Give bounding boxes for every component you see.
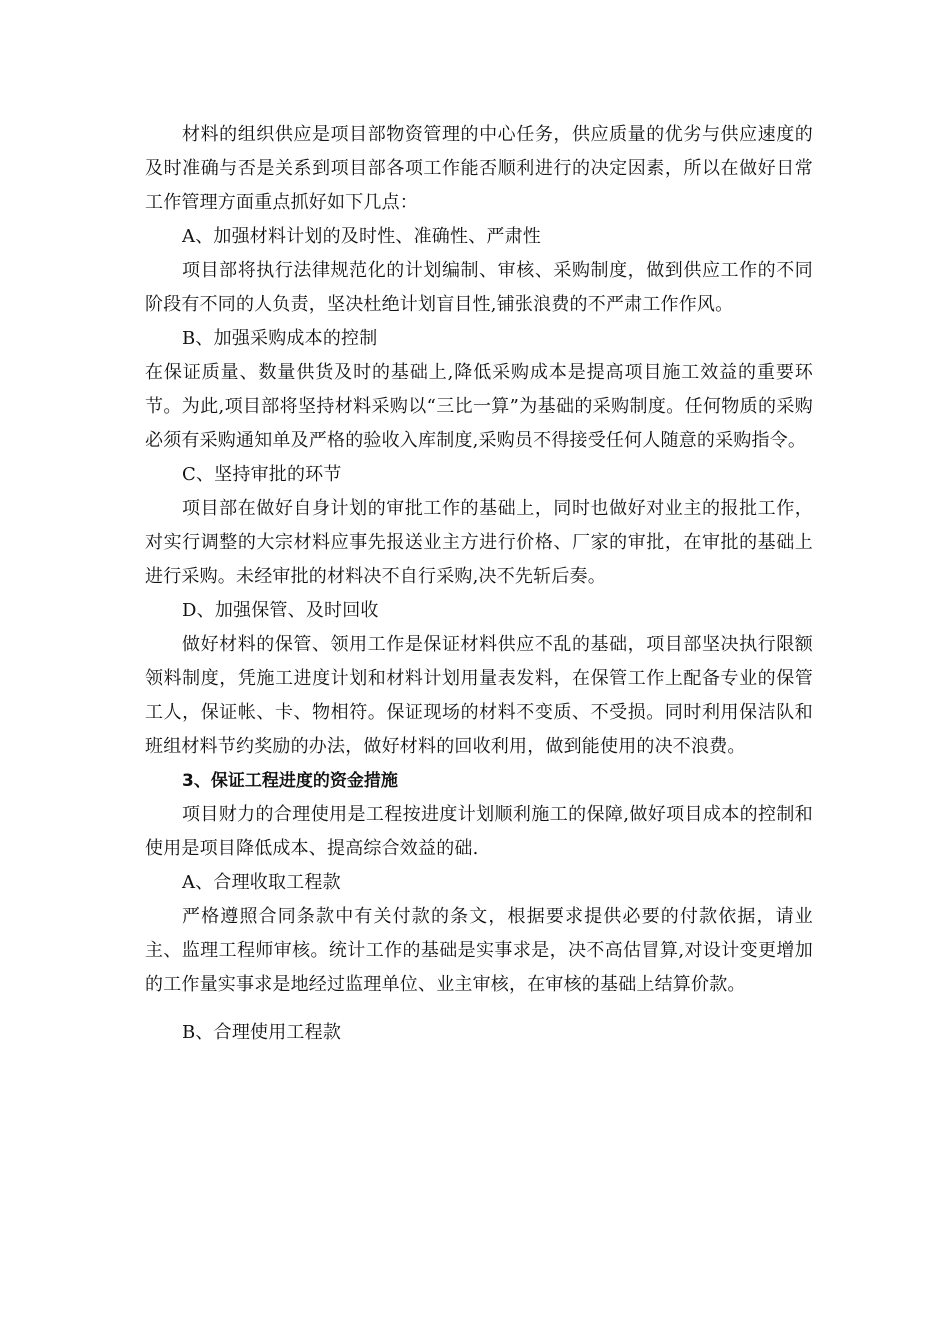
paragraph-cost: 在保证质量、数量供货及时的基础上,降低采购成本是提高项目施工效益的重要环节。为此,项目部将坚持材料采购以“三比一算”为基础的采购制度。任何物质的采购必须有采购通知单及严格的验收入库制度,采购员不得接受任何人随意的采购指令。 bbox=[145, 362, 813, 451]
subheading-b-usage: B、合理使用工程款 bbox=[182, 1022, 342, 1043]
subheading-c-approval: C、坚持审批的环节 bbox=[182, 464, 342, 485]
paragraph-intro: 材料的组织供应是项目部物资管理的中心任务，供应质量的优劣与供应速度的及时准确与否是关系到项目部各项工作能否顺利进行的决定因素，所以在做好日常工作管理方面重点抓好如下几点： bbox=[145, 124, 813, 213]
document-body bbox=[145, 118, 813, 1050]
section-heading-funding: 3、保证工程进度的资金措施 bbox=[182, 771, 398, 791]
paragraph-gap bbox=[145, 1002, 813, 1016]
paragraph-storage: 做好材料的保管、领用工作是保证材料供应不乱的基础，项目部坚决执行限额领料制度，凭施工进度计划和材料计划用量表发料，在保管工作上配备专业的保管工人，保证帐、卡、物相符。保证现场的材料不变质、不受损。同时利用保洁队和班组材料节约奖励的办法，做好材料的回收利用，做到能使用的决不浪费。 bbox=[145, 634, 813, 757]
subheading-a-collection: A、合理收取工程款 bbox=[182, 872, 341, 893]
paragraph-approval: 项目部在做好自身计划的审批工作的基础上，同时也做好对业主的报批工作，对实行调整的大宗材料应事先报送业主方进行价格、厂家的审批，在审批的基础上进行采购。未经审批的材料决不自行采购,决不先斩后奏。 bbox=[145, 498, 813, 587]
subheading-b-cost: B、加强采购成本的控制 bbox=[182, 328, 378, 349]
paragraph-plan: 项目部将执行法律规范化的计划编制、审核、采购制度，做到供应工作的不同阶段有不同的人负责，坚决杜绝计划盲目性,铺张浪费的不严肃工作作风。 bbox=[145, 260, 813, 315]
subheading-d-storage: D、加强保管、及时回收 bbox=[182, 600, 379, 621]
paragraph-funding: 项目财力的合理使用是工程按进度计划顺利施工的保障,做好项目成本的控制和使用是项目降低成本、提高综合效益的础. bbox=[145, 804, 813, 859]
paragraph-collection: 严格遵照合同条款中有关付款的条文，根据要求提供必要的付款依据，请业主、监理工程师审核。统计工作的基础是实事求是，决不高估冒算,对设计变更增加的工作量实事求是地经过监理单位、业主审核，在审核的基础上结算价款。 bbox=[145, 906, 813, 995]
subheading-a-plan: A、加强材料计划的及时性、准确性、严肃性 bbox=[182, 226, 541, 247]
